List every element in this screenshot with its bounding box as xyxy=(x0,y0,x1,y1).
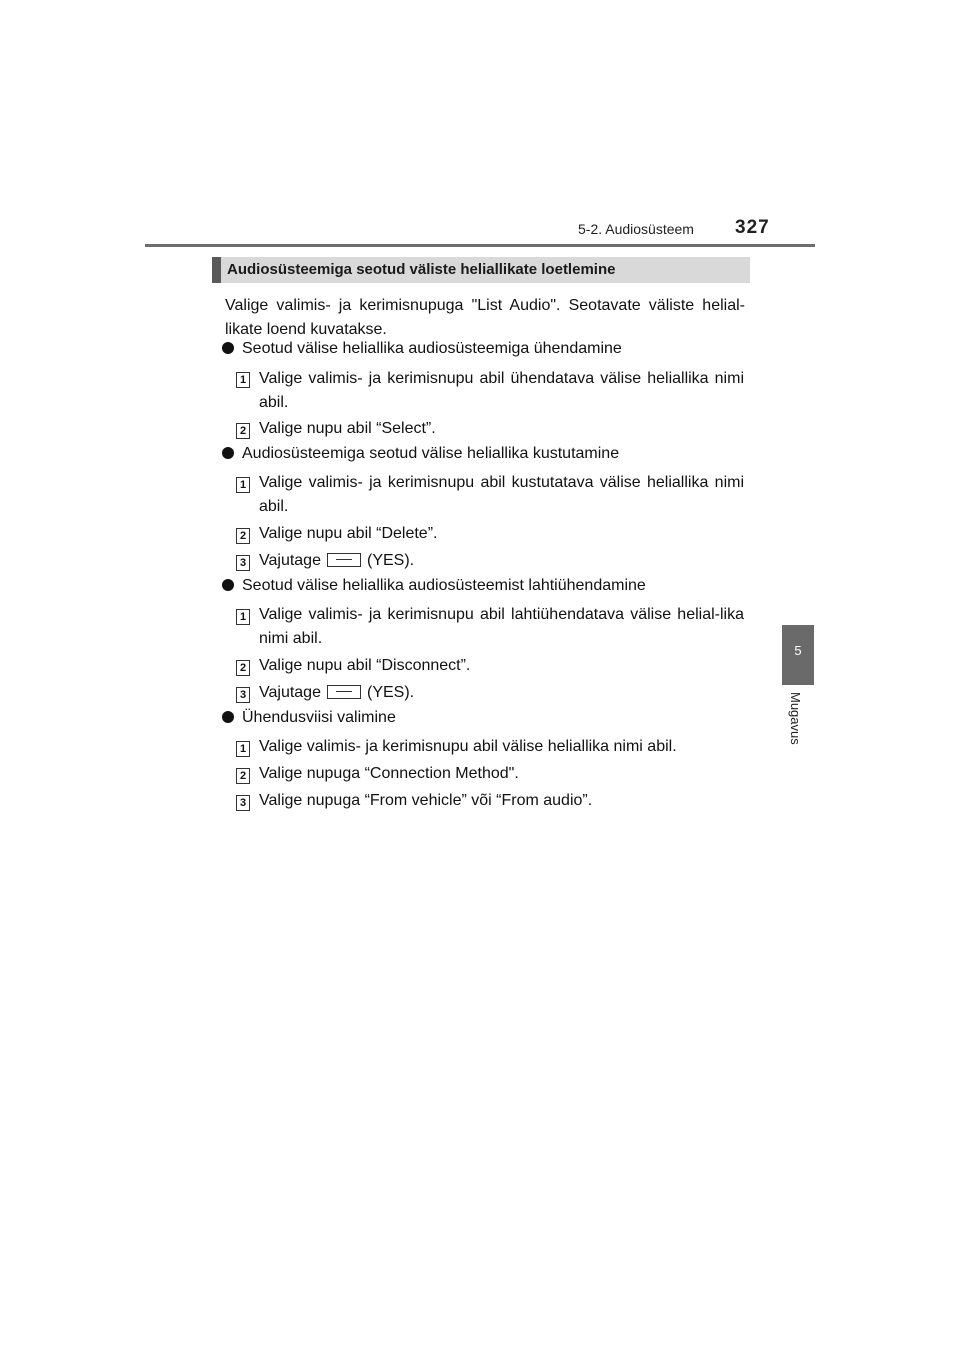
step-text: Valige valimis- ja kerimisnupu abil lahtiühendatava välise helial-lika nimi abil. xyxy=(259,606,744,647)
section-heading-box xyxy=(212,257,750,283)
step-number-badge: 2 xyxy=(236,528,250,544)
page-number: 327 xyxy=(735,217,770,238)
step-text: Valige nupu abil “Disconnect”. xyxy=(259,657,471,674)
step-text: Valige valimis- ja kerimisnupu abil välise heliallika nimi abil. xyxy=(259,738,677,755)
bullet-dot-icon xyxy=(222,447,234,459)
step-text xyxy=(259,549,744,573)
bullet-dot-icon xyxy=(222,342,234,354)
step-text: Valige nupu abil “Select”. xyxy=(259,420,436,437)
chapter-number: 5 xyxy=(794,643,802,658)
step-text-post: (YES). xyxy=(366,684,415,701)
step-number-badge: 1 xyxy=(236,609,250,625)
step-number-badge: 1 xyxy=(236,741,250,757)
bullet-item xyxy=(222,577,646,595)
bullet-title: Seotud välise heliallika audiosüsteemist lahtiühendamine xyxy=(242,577,646,594)
bullet-dot-icon xyxy=(222,711,234,723)
step-number-badge: 1 xyxy=(236,477,250,493)
bullet-item xyxy=(222,709,396,727)
step-text: Valige nupuga “Connection Method". xyxy=(259,765,519,782)
step-text-pre: Vajutage xyxy=(259,552,321,569)
bullet-title: Audiosüsteemiga seotud välise heliallika kustutamine xyxy=(242,445,620,462)
step-text: Valige valimis- ja kerimisnupu abil kustutatava välise heliallika nimi abil. xyxy=(259,474,744,515)
chapter-tab xyxy=(782,625,814,685)
bullet-item xyxy=(222,340,622,358)
step-text-post: (YES). xyxy=(366,552,415,569)
step-text-pre: Vajutage xyxy=(259,684,321,701)
bullet-title: Seotud välise heliallika audiosüsteemiga ühendamine xyxy=(242,340,622,357)
hang-up-button-icon xyxy=(327,553,361,567)
step-number-badge: 2 xyxy=(236,423,250,439)
step-text xyxy=(259,681,744,705)
section-title: Audiosüsteemiga seotud väliste heliallikate loetlemine xyxy=(227,261,616,278)
step-text: Valige nupuga “From vehicle” või “From audio”. xyxy=(259,792,593,809)
bullet-title: Ühendusviisi valimine xyxy=(242,709,396,726)
step-number-badge: 3 xyxy=(236,555,250,571)
step-number-badge: 2 xyxy=(236,660,250,676)
step-text: Valige nupu abil “Delete”. xyxy=(259,525,438,542)
step-number-badge: 1 xyxy=(236,372,250,388)
intro-paragraph: Valige valimis- ja kerimisnupuga "List Audio". Seotavate väliste helial-likate loend kuvatakse. xyxy=(225,297,745,338)
bullet-item xyxy=(222,445,619,463)
step-number-badge: 3 xyxy=(236,795,250,811)
chapter-label: Mugavus xyxy=(788,692,803,745)
header-divider xyxy=(145,244,815,247)
header-section-title: 5-2. Audiosüsteem xyxy=(578,221,694,237)
step-text: Valige valimis- ja kerimisnupu abil ühendatava välise heliallika nimi abil. xyxy=(259,370,744,411)
step-number-badge: 2 xyxy=(236,768,250,784)
bullet-dot-icon xyxy=(222,579,234,591)
step-number-badge: 3 xyxy=(236,687,250,703)
hang-up-button-icon xyxy=(327,685,361,699)
